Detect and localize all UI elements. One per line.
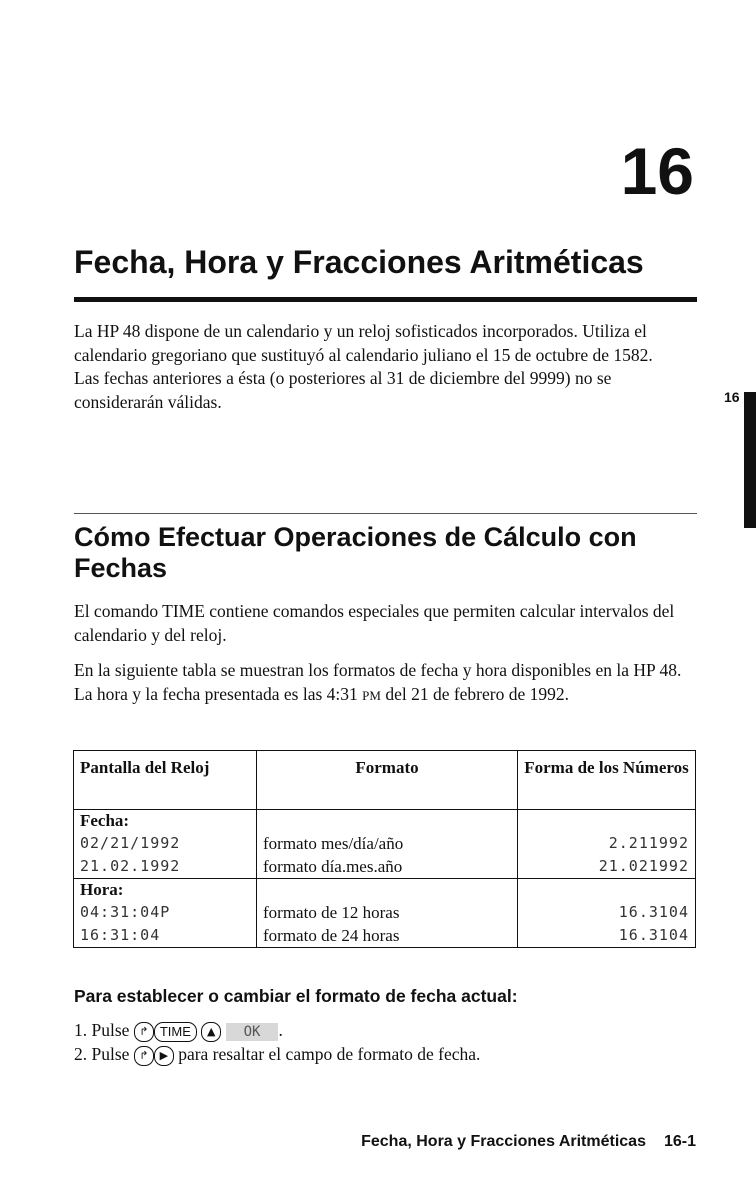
pm-label: PM <box>362 687 381 703</box>
step-text-after: para resaltar el campo de formato de fecha. <box>178 1044 481 1064</box>
number-form-cell: 16.3104 <box>518 901 696 924</box>
step-number: 2. <box>74 1044 88 1064</box>
intro-paragraph: La HP 48 dispone de un calendario y un reloj sofisticados incorporados. Utiliza el calendario gregoriano que sustituyó al calendario juliano el 15 de octubre de 1582. Las fechas anteriores a ésta (o posteriores al 31 de diciembre del 9999) no se considerarán válidas. <box>74 321 653 412</box>
procedure-steps <box>74 1018 480 1066</box>
empty-cell <box>257 810 518 833</box>
chapter-title: Fecha, Hora y Fracciones Aritméticas <box>74 244 644 280</box>
title-rule <box>74 297 697 302</box>
time-group-label: Hora: <box>74 879 257 902</box>
right-shift-key-icon: ↱ <box>134 1046 154 1066</box>
number-form-cell: 2.211992 <box>518 832 696 855</box>
format-cell: formato de 24 horas <box>257 924 518 948</box>
number-form-cell: 21.021992 <box>518 855 696 879</box>
step-text: Pulse <box>91 1044 130 1064</box>
ok-menu-key: OK <box>226 1023 279 1041</box>
step-number: 1. <box>74 1020 88 1040</box>
clock-display-cell: 21.02.1992 <box>74 855 257 879</box>
table-row <box>74 810 696 833</box>
table-row <box>74 901 696 924</box>
clock-display-cell: 16:31:04 <box>74 924 257 948</box>
table-intro-text: En la siguiente tabla se muestran los formatos de fecha y hora disponibles en la HP 48. La hora y la fecha presentada es las 4:31 <box>74 660 682 704</box>
section-title: Cómo Efectuar Operaciones de Cálculo con Fechas <box>74 522 637 583</box>
page-footer <box>361 1133 696 1151</box>
table-intro-text-end: del 21 de febrero de 1992. <box>380 683 569 704</box>
procedure-heading: Para establecer o cambiar el formato de fecha actual: <box>74 986 518 1006</box>
format-cell: formato de 12 horas <box>257 901 518 924</box>
footer-title: Fecha, Hora y Fracciones Aritméticas <box>361 1133 646 1150</box>
format-cell: formato día.mes.año <box>257 855 518 879</box>
chapter-tab-number: 16 <box>724 389 740 405</box>
empty-cell <box>518 810 696 833</box>
chapter-tab-bar <box>744 392 756 528</box>
clock-display-cell: 04:31:04P <box>74 901 257 924</box>
table-header-row <box>74 751 696 810</box>
empty-cell <box>518 879 696 902</box>
header-number-form: Forma de los Números <box>518 751 696 810</box>
time-command-paragraph: El comando TIME contiene comandos especiales que permiten calcular intervalos del calendario y del reloj. <box>74 601 675 645</box>
table-row <box>74 924 696 948</box>
table-row <box>74 855 696 879</box>
step-end: . <box>278 1020 283 1040</box>
step-2 <box>74 1042 480 1066</box>
empty-cell <box>257 879 518 902</box>
page-number: 16-1 <box>663 1133 696 1150</box>
header-format: Formato <box>257 751 518 810</box>
up-arrow-key-icon: ▲ <box>201 1022 221 1042</box>
table-row <box>74 832 696 855</box>
step-text: Pulse <box>91 1020 130 1040</box>
date-time-formats-table <box>73 750 696 948</box>
format-cell: formato mes/día/año <box>257 832 518 855</box>
chapter-number: 16 <box>620 134 694 208</box>
table-intro-paragraph <box>74 659 699 707</box>
number-form-cell: 16.3104 <box>518 924 696 948</box>
clock-display-cell: 02/21/1992 <box>74 832 257 855</box>
step-1 <box>74 1018 480 1042</box>
date-group-label: Fecha: <box>74 810 257 833</box>
right-shift-key-icon: ↱ <box>134 1022 154 1042</box>
section-rule <box>74 513 697 514</box>
header-clock-display: Pantalla del Reloj <box>74 751 257 810</box>
table-row <box>74 879 696 902</box>
right-arrow-key-icon: ▶ <box>154 1046 174 1066</box>
time-key: TIME <box>154 1022 197 1042</box>
